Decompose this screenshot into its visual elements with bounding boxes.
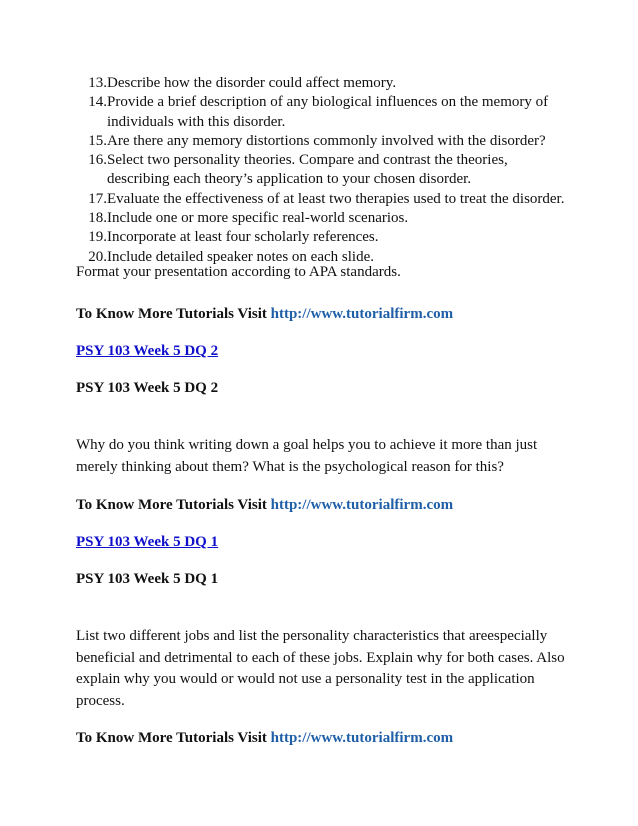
dq1-link[interactable]: PSY 103 Week 5 DQ 1 xyxy=(76,534,219,550)
list-item-number: 13. xyxy=(88,75,107,91)
list-item-text: Describe how the disorder could affect memory. xyxy=(107,75,397,91)
list-item-text: Evaluate the effectiveness of at least two therapies used to treat the disorder. xyxy=(107,190,565,207)
list-item-text: Incorporate at least four scholarly references. xyxy=(107,229,379,246)
list-item-number: 18. xyxy=(88,210,107,227)
requirements-list xyxy=(80,74,570,267)
section-body: Why do you think writing down a goal helps you to achieve it more than just merely thinking about them? What is the psychological reason for this? xyxy=(76,437,538,475)
list-item xyxy=(80,132,570,151)
section-link xyxy=(76,341,566,363)
promo-prefix: To Know More Tutorials Visit xyxy=(76,306,271,322)
list-item xyxy=(80,228,570,247)
list-item-text: Are there any memory distortions commonly involved with the disorder? xyxy=(107,132,546,149)
list-item-text: Provide a brief description of any biological influences on the memory of individuals with this disorder. xyxy=(107,94,549,130)
promo-prefix: To Know More Tutorials Visit xyxy=(76,730,271,746)
promo-link[interactable]: http://www.tutorialfirm.com xyxy=(270,497,454,513)
list-item xyxy=(80,74,570,93)
promo-line xyxy=(76,728,566,750)
promo-line xyxy=(76,304,566,326)
promo-line xyxy=(76,495,566,517)
list-item-number: 15. xyxy=(88,132,107,149)
dq2-link[interactable]: PSY 103 Week 5 DQ 2 xyxy=(76,343,219,359)
promo-prefix: To Know More Tutorials Visit xyxy=(76,497,271,513)
list-item-number: 20. xyxy=(88,248,107,265)
promo-link[interactable]: http://www.tutorialfirm.com xyxy=(270,306,454,322)
section-heading: PSY 103 Week 5 DQ 2 xyxy=(76,380,219,396)
list-item-text: Select two personality theories. Compare and contrast the theories, describing each theory’s application to your chosen disorder. xyxy=(107,152,508,188)
list-item-number: 17. xyxy=(88,190,107,207)
section-body: List two different jobs and list the personality characteristics that areespecially beneficial and detrimental to each of these jobs. Explain why for both cases. Also explain why you would or would not use a personality test in the application process. xyxy=(76,628,565,709)
format-note: Format your presentation according to APA standards. xyxy=(76,264,401,280)
list-item xyxy=(80,190,570,209)
list-item-number: 14. xyxy=(88,94,107,111)
list-item xyxy=(80,151,570,190)
list-item-text: Include one or more specific real-world scenarios. xyxy=(107,210,409,227)
section-link xyxy=(76,532,566,554)
list-item-text: Include detailed speaker notes on each slide. xyxy=(107,248,374,265)
list-item-number: 19. xyxy=(88,229,107,246)
promo-link[interactable]: http://www.tutorialfirm.com xyxy=(270,730,454,746)
list-item xyxy=(80,93,570,132)
list-item-number: 16. xyxy=(88,152,107,169)
section-heading: PSY 103 Week 5 DQ 1 xyxy=(76,571,219,587)
list-item xyxy=(80,209,570,228)
